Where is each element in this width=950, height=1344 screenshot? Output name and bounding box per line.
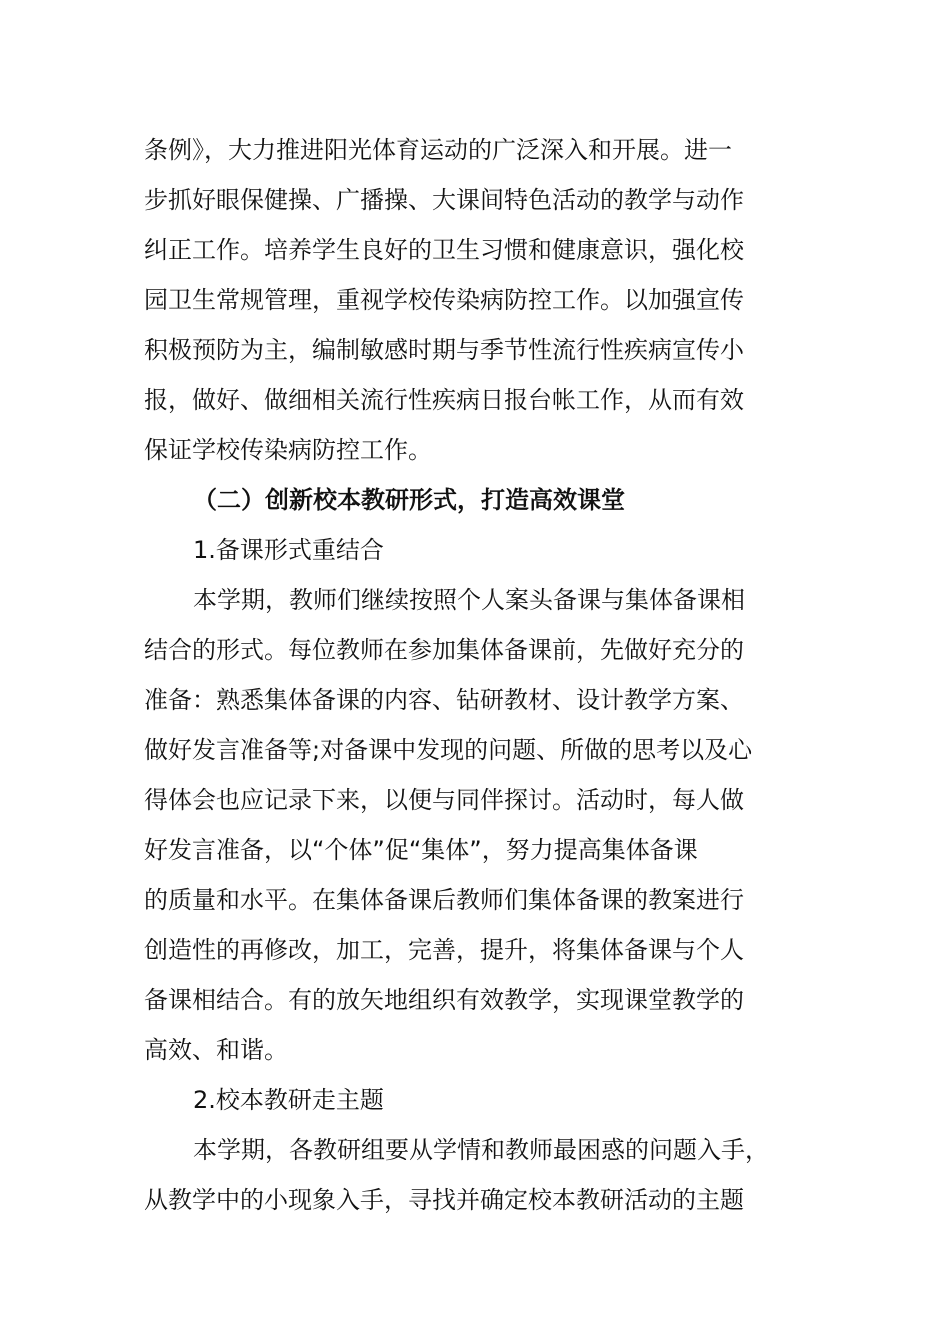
paragraph-line: 纠正工作。培养学生良好的卫生习惯和健康意识，强化校 xyxy=(144,236,744,264)
paragraph-line: 园卫生常规管理，重视学校传染病防控工作。以加强宣传 xyxy=(144,286,744,314)
paragraph-line: 创造性的再修改，加工，完善，提升，将集体备课与个人 xyxy=(144,936,744,964)
paragraph-line: 得体会也应记录下来，以便与同伴探讨。活动时，每人做 xyxy=(144,786,744,814)
subsection-heading: 1.备课形式重结合 xyxy=(193,536,384,564)
paragraph-line: 条例》，大力推进阳光体育运动的广泛深入和开展。进一 xyxy=(144,136,732,164)
paragraph-line: 步抓好眼保健操、广播操、大课间特色活动的教学与动作 xyxy=(144,186,744,214)
paragraph-line: 的质量和水平。在集体备课后教师们集体备课的教案进行 xyxy=(144,886,744,914)
paragraph-line: 积极预防为主，编制敏感时期与季节性流行性疾病宣传小 xyxy=(144,336,744,364)
paragraph-line: 保证学校传染病防控工作。 xyxy=(144,436,432,464)
paragraph-line: 本学期，各教研组要从学情和教师最困惑的问题入手， xyxy=(193,1136,769,1164)
subsection-heading: 2.校本教研走主题 xyxy=(193,1086,384,1114)
paragraph-line: 本学期，教师们继续按照个人案头备课与集体备课相 xyxy=(193,586,745,614)
paragraph-line: 从教学中的小现象入手，寻找并确定校本教研活动的主题 xyxy=(144,1186,744,1214)
paragraph-line: 结合的形式。每位教师在参加集体备课前，先做好充分的 xyxy=(144,636,744,664)
paragraph-line: 准备：熟悉集体备课的内容、钻研教材、设计教学方案、 xyxy=(144,686,744,714)
paragraph-line: 报，做好、做细相关流行性疾病日报台帐工作，从而有效 xyxy=(144,386,744,414)
paragraph-line: 好发言准备，以“个体”促“集体”，努力提高集体备课 xyxy=(144,836,698,864)
paragraph-line: 备课相结合。有的放矢地组织有效教学，实现课堂教学的 xyxy=(144,986,744,1014)
paragraph-line: 高效、和谐。 xyxy=(144,1036,288,1064)
section-heading: （二）创新校本教研形式，打造高效课堂 xyxy=(193,486,625,514)
paragraph-line: 做好发言准备等;对备课中发现的问题、所做的思考以及心 xyxy=(144,736,753,764)
